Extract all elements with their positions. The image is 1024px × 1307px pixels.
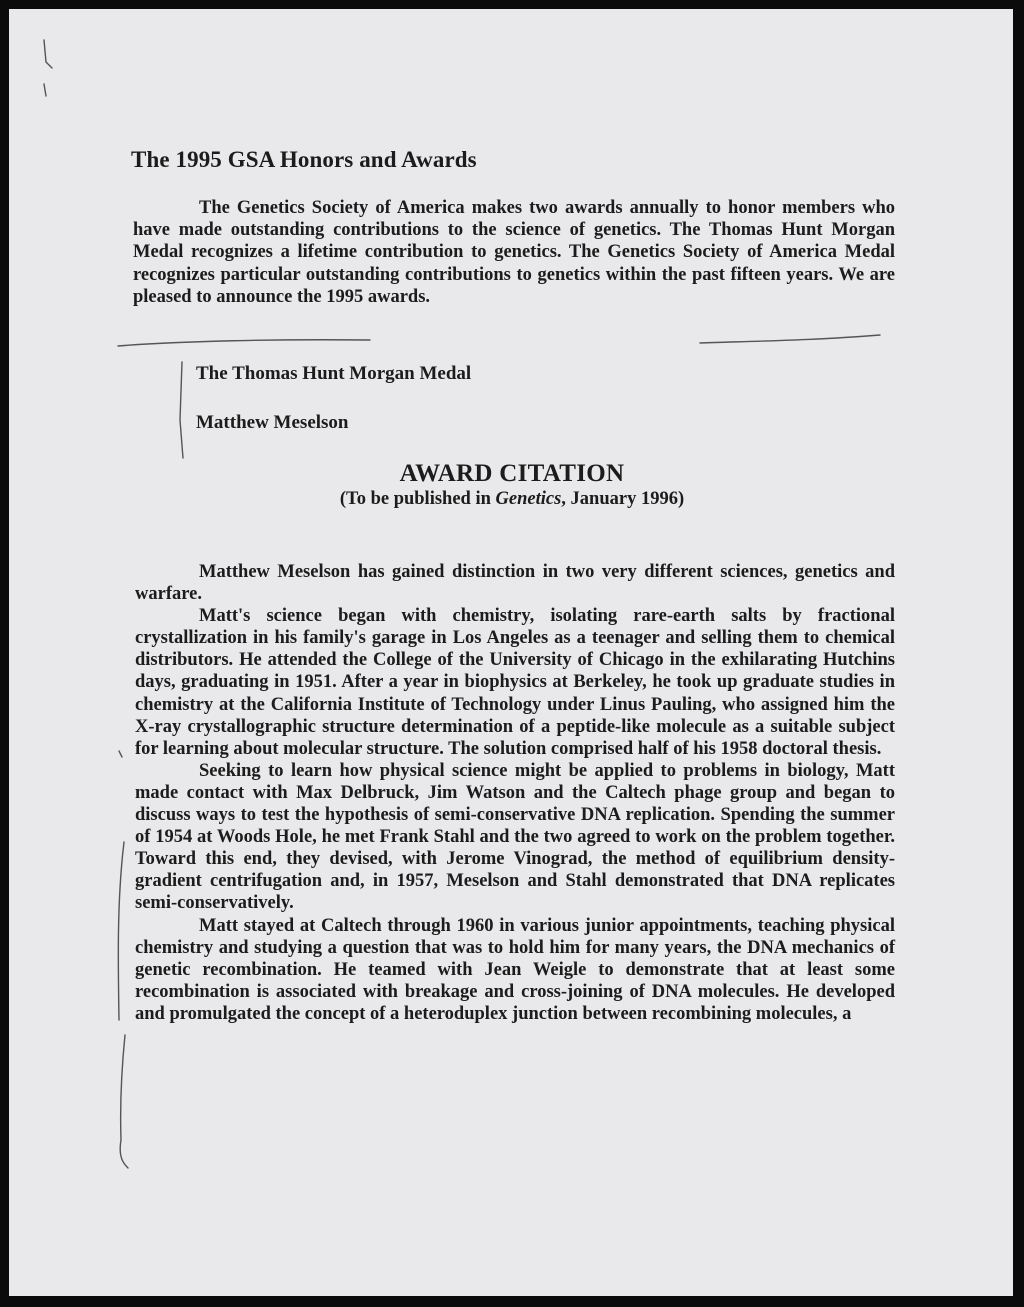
citation-body [135,561,895,1025]
intro-paragraph: The Genetics Society of America makes two awards annually to honor members who have made outstanding contributions to the science of genetics. The Thomas Hunt Morgan Medal recognizes a lifetime contribution to genetics. The Genetics Society of America Medal recognizes particular outstanding contributions to genetics within the past fifteen years. We are pleased to announce the 1995 awards. [133,198,895,307]
body-paragraph: Matthew Meselson has gained distinction in two very different sciences, genetics and warfare. [135,562,895,605]
citation-title: AWARD CITATION [399,460,625,487]
award-recipient: Matthew Meselson [196,412,349,433]
body-paragraph: Seeking to learn how physical science might be applied to problems in biology, Matt made contact with Max Delbruck, Jim Watson and the Caltech phage group and began to discuss ways to test the hypothesis of semi-conservative DNA replication. Spending the summer of 1954 at Woods Hole, he met Frank Stahl and the two agreed to work on the problem together. Toward this end, they devised, with Jerome Vinograd, the method of equilibrium density-gradient centrifugation and, in 1957, Meselson and Stahl demonstrated that DNA replicates semi-conservatively. [135,760,895,914]
citation-subtitle [0,489,1024,510]
journal-name: Genetics [495,489,562,509]
citation-sub-prefix: (To be published in [339,489,496,509]
award-name: The Thomas Hunt Morgan Medal [196,363,472,384]
body-paragraph: Matt's science began with chemistry, isolating rare-earth salts by fractional crystallization in his family's garage in Los Angeles as a teenager and selling them to chemical distributors. He attended the College of the University of Chicago in the exhilarating Hutchins days, graduating in 1951. After a year in biophysics at Berkeley, he took up graduate studies in chemistry at the California Institute of Technology under Linus Pauling, who assigned him the X-ray crystallographic structure determination of a peptide-like molecule as a suitable subject for learning about molecular structure. The solution comprised half of his 1958 doctoral thesis. [135,606,895,759]
document-heading: The 1995 GSA Honors and Awards [131,147,477,172]
body-paragraph: Matt stayed at Caltech through 1960 in various junior appointments, teaching physical chemistry and studying a question that was to hold him for many years, the DNA mechanics of genetic recombination. He teamed with Jean Weigle to demonstrate that at least some recombination is associated with breakage and cross-joining of DNA molecules. He developed and promulgated the concept of a heteroduplex junction between recombining molecules, a [135,915,895,1024]
citation-sub-suffix: , January 1996) [561,489,685,509]
